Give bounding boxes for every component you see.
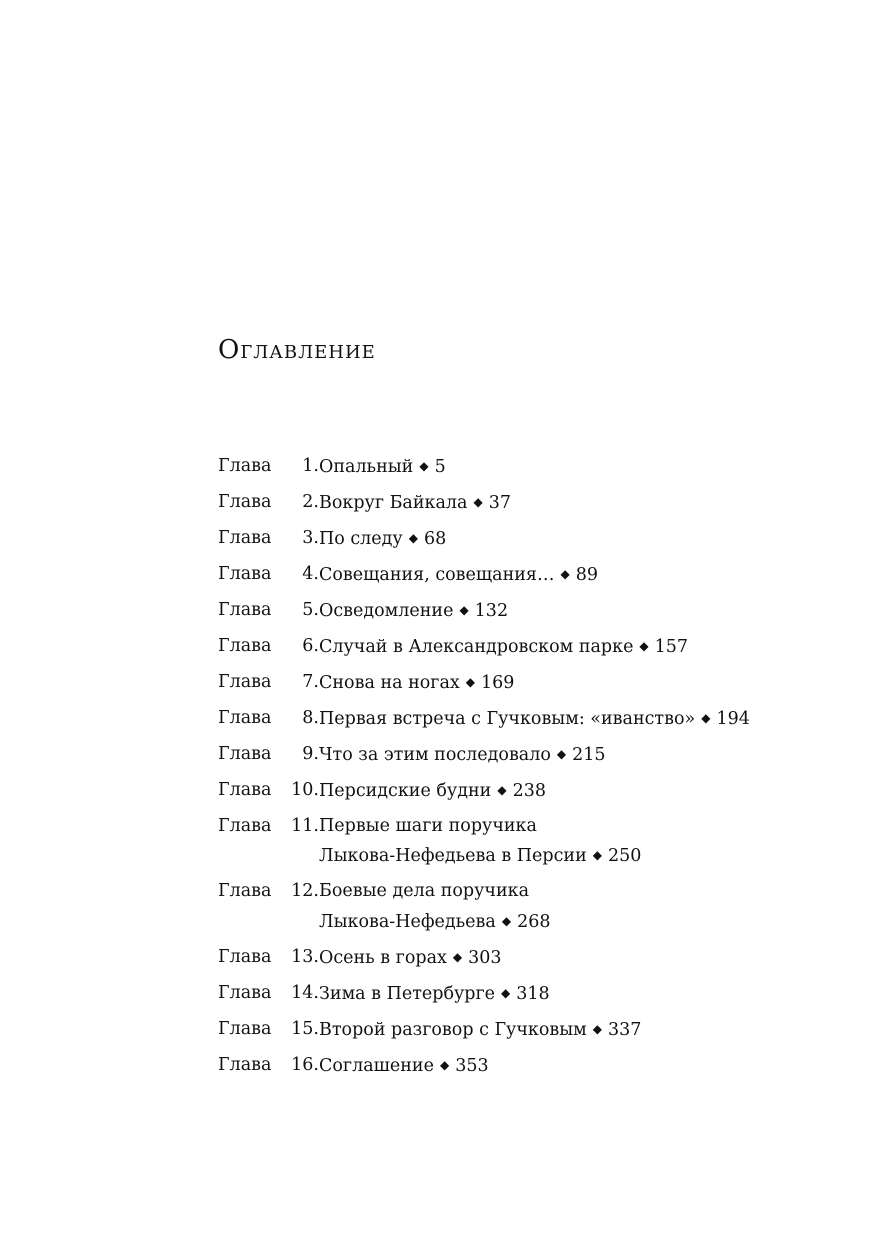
page-number: 5: [434, 457, 446, 477]
toc-entry[interactable]: [218, 704, 858, 735]
chapter-label: Глава 4.: [218, 563, 319, 584]
chapter-title-line: Лыкова-Нефедьева в Персии: [319, 846, 587, 867]
page-number: 337: [608, 1019, 642, 1040]
chapter-title-line: Что за этим последовало: [319, 744, 551, 765]
chapter-title-line: Снова на ногах: [319, 672, 460, 693]
toc-entry[interactable]: [218, 1051, 858, 1082]
page-number: 89: [575, 564, 598, 585]
chapter-title-line: Второй разговор с Гучковым: [319, 1019, 587, 1040]
toc-entry[interactable]: [218, 452, 858, 483]
diamond-icon: ◆: [473, 494, 483, 509]
toc-entry[interactable]: [218, 596, 858, 627]
page-number: 132: [474, 600, 509, 621]
diamond-icon: ◆: [501, 985, 511, 1000]
chapter-label: Глава 13.: [218, 947, 319, 967]
toc-entry[interactable]: [218, 668, 858, 699]
chapter-label: Глава 11.: [218, 815, 319, 836]
chapter-label: Глава 7.: [218, 671, 319, 692]
diamond-icon: ◆: [452, 950, 463, 964]
chapter-title-line: Совещания, совещания…: [319, 564, 555, 585]
chapter-title: [319, 632, 688, 663]
chapter-label: Глава 3.: [218, 527, 319, 548]
chapter-title-line: Лыкова-Нефедьева: [319, 912, 496, 933]
chapter-label: Глава 2.: [218, 491, 319, 512]
chapter-label: Глава 5.: [218, 599, 319, 620]
chapter-title: [319, 596, 508, 627]
chapter-title-line: Первая встреча с Гучковым: «иванство»: [319, 708, 696, 729]
chapter-title: [319, 488, 511, 519]
chapter-title: [319, 524, 446, 555]
toc-entry[interactable]: [218, 740, 858, 771]
page-title: Оглавление: [218, 335, 376, 365]
chapter-label: Глава 15.: [218, 1018, 319, 1039]
chapter-title-line: Осень в горах: [319, 948, 447, 968]
diamond-icon: ◆: [556, 746, 567, 761]
diamond-icon: ◆: [592, 1021, 602, 1036]
diamond-icon: ◆: [459, 602, 469, 617]
toc-entry[interactable]: [218, 943, 858, 974]
chapter-label: Глава 8.: [218, 707, 319, 728]
chapter-title: [319, 943, 502, 974]
toc-entry[interactable]: [218, 1015, 858, 1046]
page-number: 353: [455, 1055, 489, 1076]
chapter-title-line: Соглашение: [319, 1055, 434, 1076]
chapter-title: [319, 1051, 489, 1082]
page-number: 250: [607, 846, 642, 867]
chapter-title: [319, 877, 550, 937]
chapter-label: Глава 12.: [218, 881, 319, 902]
page-number: 157: [654, 636, 689, 657]
chapter-title-line: Вокруг Байкала: [319, 492, 468, 513]
chapter-label: Глава 9.: [218, 743, 319, 764]
diamond-icon: ◆: [592, 848, 602, 863]
diamond-icon: ◆: [408, 530, 418, 545]
toc-entry[interactable]: [218, 524, 858, 555]
chapter-title: [319, 1015, 641, 1046]
chapter-title-line: Случай в Александровском парке: [319, 636, 634, 657]
chapter-label: Глава 16.: [218, 1054, 319, 1075]
toc-entry[interactable]: [218, 877, 858, 937]
chapter-title: [319, 812, 641, 872]
chapter-title-line: Зима в Петербурге: [319, 983, 496, 1004]
diamond-icon: ◆: [501, 914, 512, 929]
diamond-icon: ◆: [639, 638, 649, 653]
chapter-title: [319, 668, 514, 699]
chapter-title-line: Первые шаги поручика: [319, 815, 537, 836]
chapter-title: [319, 560, 598, 591]
diamond-icon: ◆: [439, 1057, 450, 1072]
chapter-label: Глава 14.: [218, 982, 319, 1003]
page-number: 169: [481, 672, 515, 693]
diamond-icon: ◆: [701, 710, 711, 725]
page-number: 68: [423, 528, 447, 549]
page-number: 303: [468, 948, 502, 968]
chapter-title: [319, 452, 446, 483]
chapter-title: [319, 979, 550, 1010]
toc-entry[interactable]: [218, 632, 858, 663]
page-number: 215: [572, 744, 606, 765]
toc-list: [218, 452, 858, 1087]
page-number: 268: [517, 912, 551, 933]
chapter-title-line: По следу: [319, 528, 403, 549]
chapter-title: [319, 704, 750, 735]
page-number: 37: [488, 492, 511, 513]
page-number: 238: [512, 780, 546, 801]
toc-entry[interactable]: [218, 560, 858, 591]
page-number: 194: [716, 708, 750, 729]
page-number: 318: [516, 983, 550, 1004]
chapter-title: [319, 776, 546, 807]
chapter-label: Глава 6.: [218, 635, 319, 656]
toc-entry[interactable]: [218, 979, 858, 1010]
toc-entry[interactable]: [218, 812, 858, 872]
toc-entry[interactable]: [218, 776, 858, 807]
chapter-title-line: Осведомление: [319, 600, 454, 621]
diamond-icon: ◆: [497, 782, 507, 797]
chapter-label: Глава 10.: [218, 779, 319, 800]
chapter-title: [319, 740, 606, 771]
diamond-icon: ◆: [419, 459, 429, 473]
chapter-title-line: Персидские будни: [319, 780, 492, 801]
chapter-title-line: Опальный: [319, 457, 414, 477]
chapter-label: Глава 1.: [218, 456, 319, 476]
diamond-icon: ◆: [465, 674, 476, 689]
toc-entry[interactable]: [218, 488, 858, 519]
chapter-title-line: Боевые дела поручика: [319, 881, 529, 902]
diamond-icon: ◆: [560, 566, 570, 581]
